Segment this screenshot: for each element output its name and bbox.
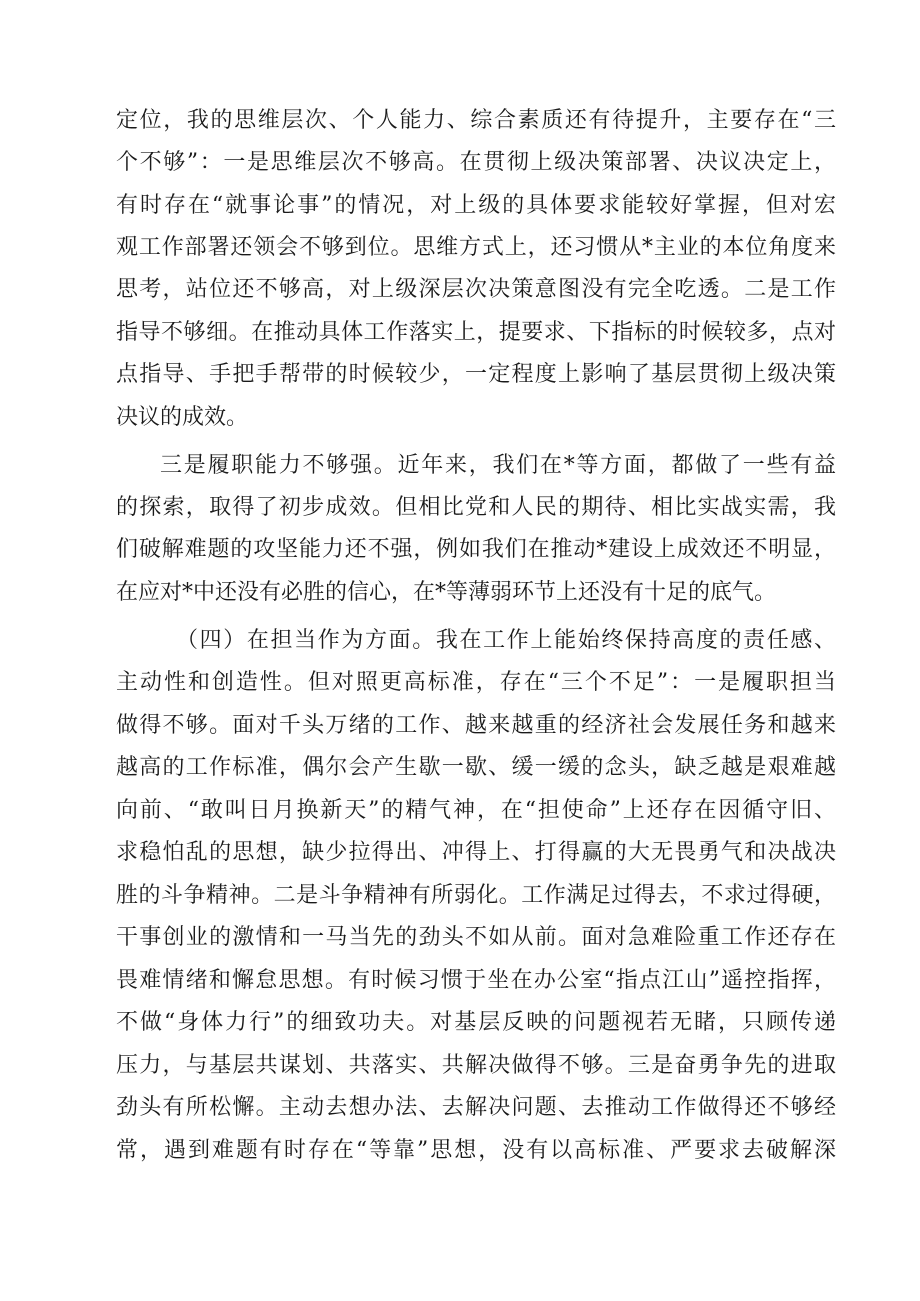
text-line: 个不够”：一是思维层次不够高。在贯彻上级决策部署、决议决定上， bbox=[116, 150, 836, 175]
text-line: 观工作部署还领会不够到位。思维方式上，还习惯从*主业的本位角度来 bbox=[116, 235, 836, 260]
text-line: 干事创业的激情和一马当先的劲头不如从前。面对急难险重工作还存在 bbox=[116, 925, 836, 950]
text-line: 做得不够。面对千头万绪的工作、越来越重的经济社会发展任务和越来 bbox=[116, 713, 836, 738]
text-line: 向前、“敢叫日月换新天”的精气神，在“担使命”上还存在因循守旧、 bbox=[116, 798, 836, 823]
text-line: 定位，我的思维层次、个人能力、综合素质还有待提升，主要存在“三 bbox=[116, 108, 836, 133]
text-line: 常，遇到难题有时存在“等靠”思想，没有以高标准、严要求去破解深 bbox=[116, 1138, 836, 1163]
text-line: 的探索，取得了初步成效。但相比党和人民的期待、相比实战实需，我 bbox=[116, 495, 836, 520]
text-line: 在应对*中还没有必胜的信心，在*等薄弱环节上还没有十足的底气。 bbox=[116, 580, 777, 605]
section-heading-line: （四）在担当作为方面。我在工作上能始终保持高度的责任感、 bbox=[176, 628, 836, 653]
text-line: 指导不够细。在推动具体工作落实上，提要求、下指标的时候较多，点对 bbox=[116, 320, 836, 345]
text-line: 劲头有所松懈。主动去想办法、去解决问题、去推动工作做得还不够经 bbox=[116, 1095, 836, 1120]
text-line: 思考，站位还不够高，对上级深层次决策意图没有完全吃透。二是工作 bbox=[116, 277, 836, 302]
text-line: 胜的斗争精神。二是斗争精神有所弱化。工作满足过得去，不求过得硬， bbox=[116, 883, 836, 908]
text-line: 有时存在“就事论事”的情况，对上级的具体要求能较好掌握，但对宏 bbox=[116, 193, 836, 218]
text-line: 越高的工作标准，偶尔会产生歇一歇、缓一缓的念头，缺乏越是艰难越 bbox=[116, 755, 836, 780]
text-line: 们破解难题的攻坚能力还不强，例如我们在推动*建设上成效还不明显， bbox=[116, 537, 836, 562]
text-line: 求稳怕乱的思想，缺少拉得出、冲得上、打得赢的大无畏勇气和决战决 bbox=[116, 840, 836, 865]
text-line: 压力，与基层共谋划、共落实、共解决做得不够。三是奋勇争先的进取 bbox=[116, 1053, 836, 1078]
text-line: 决议的成效。 bbox=[116, 405, 249, 430]
paragraph-first-line: 三是履职能力不够强。近年来，我们在*等方面，都做了一些有益 bbox=[160, 453, 836, 478]
text-line: 畏难情绪和懈怠思想。有时候习惯于坐在办公室“指点江山”遥控指挥， bbox=[116, 968, 836, 993]
text-line: 不做“身体力行”的细致功夫。对基层反映的问题视若无睹，只顾传递 bbox=[116, 1010, 836, 1035]
text-line: 主动性和创造性。但对照更高标准，存在“三个不足”：一是履职担当 bbox=[116, 670, 836, 695]
text-line: 点指导、手把手帮带的时候较少，一定程度上影响了基层贯彻上级决策 bbox=[116, 362, 836, 387]
